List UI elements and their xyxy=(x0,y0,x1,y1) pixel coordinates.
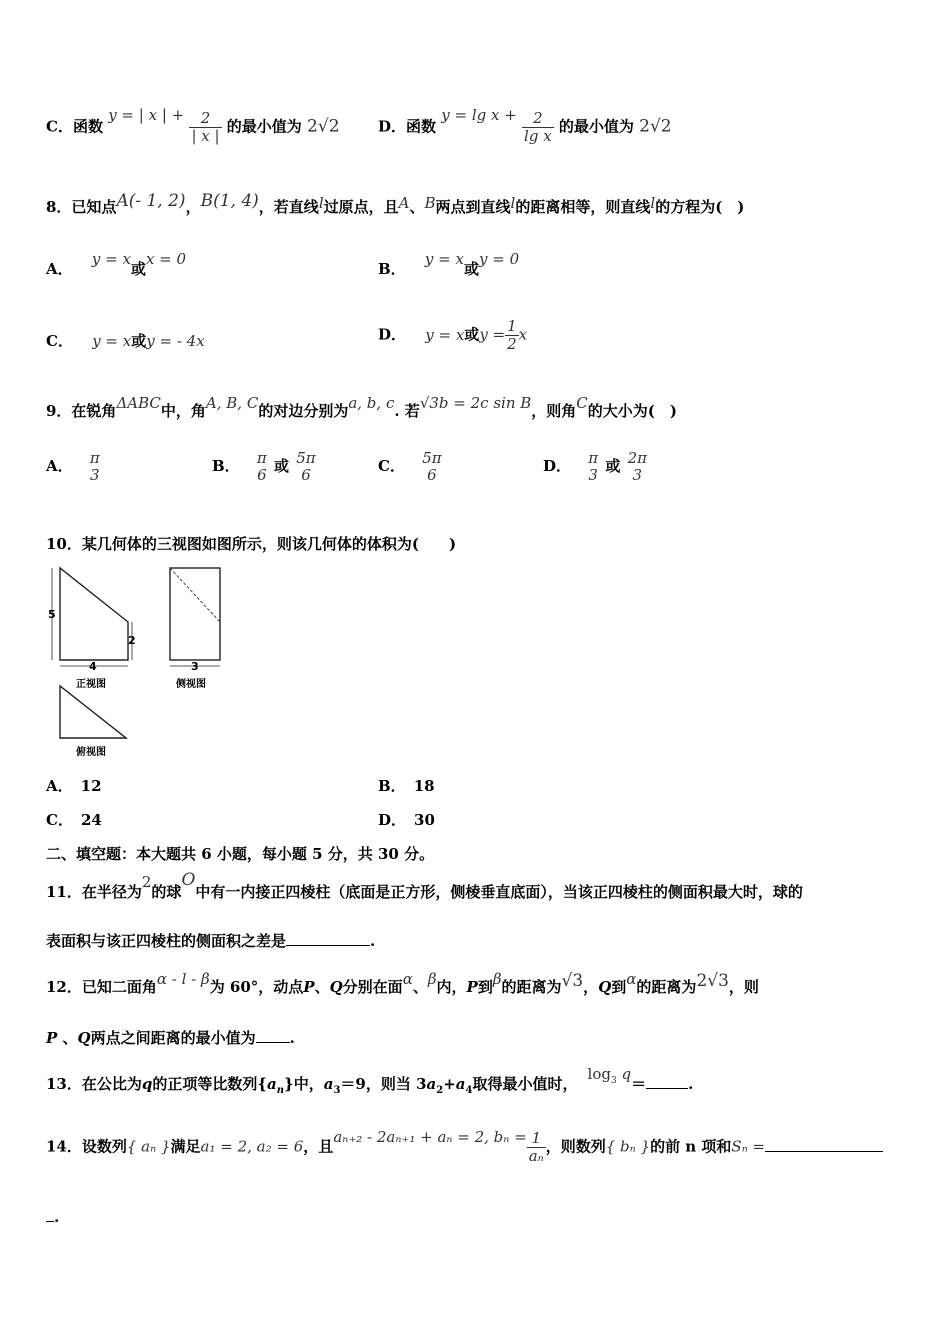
q10-option-c xyxy=(46,809,102,830)
q8-stem-e: 的距离相等，则直线 xyxy=(515,198,651,216)
q9-c-num: 5π xyxy=(422,449,442,467)
q10-option-b xyxy=(378,775,435,796)
q8-option-c xyxy=(46,330,205,351)
q8-line-l: l xyxy=(318,194,324,212)
q12-h: ，则 xyxy=(728,978,759,996)
q8-d-e2-post: x xyxy=(518,325,528,344)
q9-b-num2: 5π xyxy=(296,449,316,467)
q8-b-e1: y = x xyxy=(424,250,464,268)
q10-b-label: B． xyxy=(378,777,406,795)
q12-p: P xyxy=(303,978,315,996)
q13-e: 取得最小值时， xyxy=(472,1075,578,1093)
q8-d-or: 或 xyxy=(464,325,480,344)
q13-a2-sub: 2 xyxy=(436,1085,444,1096)
q13-a: 13．在公比为 xyxy=(46,1075,142,1093)
q9-d-den: 3 xyxy=(588,466,598,484)
q8-sep: ， xyxy=(185,198,201,216)
q9-stem-f: 的大小为( ) xyxy=(587,402,677,420)
q7-d-fraction xyxy=(522,110,554,145)
q14-answer-blank[interactable] xyxy=(765,1150,883,1152)
q12-line2-text: 两点之间距离的最小值为 xyxy=(90,1029,256,1047)
q12-p-2: P xyxy=(466,978,478,996)
q9-b-den: 6 xyxy=(257,466,267,484)
q9-b-den2: 6 xyxy=(301,466,311,484)
q12-f: 的距离为 xyxy=(501,978,562,996)
dim-label-3: 3 xyxy=(191,660,199,673)
q13-d: ＝9，则当 3 xyxy=(340,1075,427,1093)
q14-init: a₁ = 2, a₂ = 6 xyxy=(200,1137,304,1156)
q7-c-tail: 的最小值为 xyxy=(226,117,302,136)
q8-stem-c: 过原点，且 xyxy=(323,198,399,216)
q9-c-fraction xyxy=(420,450,443,484)
q8-stem-b: ，若直线 xyxy=(258,198,319,216)
q12-value-2: 2√3 xyxy=(696,971,729,991)
q9-stem-b: 中，角 xyxy=(160,402,206,420)
q9-d-fraction-2 xyxy=(626,450,649,484)
q9-angles: A, B, C xyxy=(205,394,259,412)
q8-d-label: D． xyxy=(378,325,407,344)
q7-c-label: C．函数 xyxy=(46,117,103,136)
q14-d: ，则数列 xyxy=(545,1137,606,1156)
q12-line2-dun: 、 xyxy=(57,1029,78,1047)
q7-d-num: 2 xyxy=(533,109,543,127)
q13-log-expr xyxy=(587,1065,632,1086)
q9-b-label: B． xyxy=(212,457,240,475)
q7-d-tail: 的最小值为 xyxy=(558,117,634,136)
q9-a-label: A． xyxy=(46,457,73,475)
q14-c: ，且 xyxy=(303,1137,334,1156)
q12-dun: 、 xyxy=(314,978,330,996)
q13-answer-blank[interactable] xyxy=(646,1087,688,1089)
q14-a: 14．设数列 xyxy=(46,1137,127,1156)
q14-stem xyxy=(46,1127,900,1165)
q11-radius: 2 xyxy=(141,873,152,891)
q13-a3: a xyxy=(323,1075,334,1093)
q9-b-or: 或 xyxy=(274,457,290,475)
q9-d-fraction xyxy=(586,450,600,484)
q7-c-value: 2√2 xyxy=(307,116,340,137)
q8-option-a xyxy=(46,250,187,279)
q13-log-q: q xyxy=(621,1065,632,1083)
q8-a2: A xyxy=(398,194,410,212)
q9-stem-e: ，则角 xyxy=(531,402,577,420)
q8-stem-a: 8．已知点 xyxy=(46,198,117,216)
front-view-label: 正视图 xyxy=(76,679,106,690)
q7-option-c xyxy=(46,105,340,145)
q9-stem xyxy=(46,394,910,421)
q11-center-o: O xyxy=(181,870,196,890)
q9-d-num2: 2π xyxy=(627,449,647,467)
q11-c: 中有一内接正四棱柱（底面是正方形，侧棱垂直底面），当该正四棱柱的侧面积最大时，球的 xyxy=(195,883,803,901)
q12-d: 内， xyxy=(436,978,467,996)
side-view-label: 侧视图 xyxy=(176,679,206,690)
q12-e-2: 到 xyxy=(611,978,627,996)
q9-option-c xyxy=(378,450,444,484)
q10-d-label: D． xyxy=(378,811,407,829)
q8-point-b: B(1, 4) xyxy=(200,191,259,211)
q14-sum: Sₙ = xyxy=(731,1137,766,1156)
q11-answer-blank[interactable] xyxy=(286,944,370,946)
q14-answer-blank-tail[interactable] xyxy=(46,1220,54,1222)
q9-option-a xyxy=(46,450,102,484)
q7-d-label: D．函数 xyxy=(378,117,437,136)
q13-a4-sub: 4 xyxy=(465,1085,473,1096)
q13-c: }中， xyxy=(284,1075,324,1093)
q7-d-expr: y = lg x + xyxy=(441,105,517,124)
q9-stem-c: 的对边分别为 xyxy=(258,402,349,420)
q13-stem xyxy=(46,1065,910,1096)
q9-d-or: 或 xyxy=(605,457,621,475)
q8-c-label: C． xyxy=(46,332,73,350)
q14-line-2 xyxy=(46,1208,910,1226)
q10-option-a xyxy=(46,775,102,796)
q8-d-e2-pre: y = xyxy=(479,325,506,344)
q12-value-1: √3 xyxy=(561,971,584,991)
q12-line2-p: P xyxy=(46,1029,58,1047)
q14-b: 满足 xyxy=(170,1137,201,1156)
q9-option-b xyxy=(212,450,318,484)
q12-stem xyxy=(46,970,910,997)
q7-c-expr: y = | x | + xyxy=(108,105,185,124)
q9-stem-a: 9．在锐角 xyxy=(46,402,117,420)
q8-a-e1: y = x xyxy=(91,250,131,268)
q8-stem xyxy=(46,191,910,217)
q12-line2-q: Q xyxy=(77,1029,91,1047)
q11-b: 的球 xyxy=(151,883,182,901)
q8-d-den: 2 xyxy=(507,335,517,353)
q10-a-value: 12 xyxy=(80,777,102,795)
q8-stem-f: 的方程为( ) xyxy=(655,198,745,216)
q9-sides: a, b, c xyxy=(348,394,395,412)
dim-label-5: 5 xyxy=(48,608,56,621)
q11-line2-text: 表面积与该正四棱柱的侧面积之差是 xyxy=(46,932,287,950)
q12-c: 分别在面 xyxy=(342,978,403,996)
q7-option-d xyxy=(378,105,672,145)
dim-label-2: 2 xyxy=(128,634,136,647)
q9-a-den: 3 xyxy=(90,466,100,484)
q8-option-d xyxy=(378,318,527,353)
q9-a-fraction xyxy=(88,450,102,484)
q14-recurrence: aₙ₊₂ - 2aₙ₊₁ + aₙ = 2, bₙ = xyxy=(333,1127,527,1146)
q13-an: a xyxy=(267,1075,277,1093)
q11-stem xyxy=(46,870,910,902)
q12-alpha: α xyxy=(402,970,413,988)
q10-c-label: C． xyxy=(46,811,73,829)
q14-seq-b: { bₙ } xyxy=(605,1137,651,1156)
section-2-heading: 二、填空题：本大题共 6 小题，每小题 5 分，共 30 分。 xyxy=(46,845,435,863)
q9-b-fraction xyxy=(255,450,269,484)
q9-d-num: π xyxy=(588,449,599,467)
q12-q: Q xyxy=(329,978,343,996)
q8-c-e1: y = x xyxy=(92,332,132,350)
q9-b-num: π xyxy=(256,449,267,467)
q8-b2: B xyxy=(424,194,436,212)
q13-b: 的正项等比数列{ xyxy=(152,1075,268,1093)
q9-angle-c: C xyxy=(576,394,588,412)
q9-c-label: C． xyxy=(378,457,405,475)
q12-g: ， xyxy=(583,978,599,996)
q8-d-e1: y = x xyxy=(425,325,465,344)
q13-plus: + xyxy=(443,1075,456,1093)
q8-c-e2: y = - 4x xyxy=(146,332,205,350)
q12-b: 为 60°，动点 xyxy=(209,978,304,996)
q10-stem: 10．某几何体的三视图如图所示，则该几何体的体积为( ) xyxy=(46,535,457,553)
q8-a-or: 或 xyxy=(130,260,146,278)
q12-f-2: 的距离为 xyxy=(636,978,697,996)
q12-beta-2: β xyxy=(492,970,502,988)
q12-end: . xyxy=(289,1029,295,1047)
q14-den: aₙ xyxy=(528,1147,544,1165)
q8-point-a: A(- 1, 2) xyxy=(116,191,186,211)
q11-end: . xyxy=(370,932,376,950)
q8-stem-d: 两点到直线 xyxy=(435,198,511,216)
q12-answer-blank[interactable] xyxy=(256,1041,290,1043)
q7-c-num: 2 xyxy=(200,109,211,127)
q8-dun: 、 xyxy=(409,198,425,216)
dim-label-4: 4 xyxy=(89,660,97,673)
q8-b-or: 或 xyxy=(463,260,479,278)
q8-line-l-3: l xyxy=(650,194,656,212)
q11-a: 11．在半径为 xyxy=(46,883,142,901)
q9-d-den2: 3 xyxy=(632,466,643,484)
q8-c-or: 或 xyxy=(131,332,147,350)
q14-e: 的前 n 项和 xyxy=(650,1137,732,1156)
q14-fraction xyxy=(527,1130,546,1165)
q10-d-value: 30 xyxy=(414,811,435,829)
q12-dihedral: α - l - β xyxy=(156,970,210,988)
q8-line-l-2: l xyxy=(510,194,516,212)
q9-stem-d: . 若 xyxy=(394,402,420,420)
q9-a-num: π xyxy=(89,449,100,467)
q12-dun-2: 、 xyxy=(412,978,428,996)
q9-b-fraction-2 xyxy=(294,450,317,484)
q12-alpha-2: α xyxy=(626,970,637,988)
q7-c-fraction xyxy=(189,110,221,145)
q8-d-fraction xyxy=(505,318,519,353)
q9-equation: √3b = 2c sin B xyxy=(419,394,532,412)
q14-end: . xyxy=(54,1208,60,1226)
q13-eq: ＝ xyxy=(631,1075,647,1093)
q9-d-label: D． xyxy=(543,457,572,475)
q10-three-views-figure xyxy=(44,562,234,762)
q13-an-sub: n xyxy=(276,1085,285,1096)
q7-d-value: 2√2 xyxy=(639,116,672,137)
q10-a-label: A． xyxy=(46,777,73,795)
q8-a-label: A． xyxy=(46,260,73,278)
q12-e: 到 xyxy=(477,978,493,996)
q13-a4: a xyxy=(455,1075,466,1093)
q12-beta: β xyxy=(427,970,437,988)
q8-b-e2: y = 0 xyxy=(478,250,520,268)
q13-q: q xyxy=(141,1075,153,1093)
q12-line-2 xyxy=(46,1027,910,1048)
q13-log-sub: 3 xyxy=(610,1076,617,1086)
q10-b-value: 18 xyxy=(413,777,435,795)
q13-a2: a xyxy=(426,1075,437,1093)
q7-c-den: | x | xyxy=(191,127,220,145)
q12-q-2: Q xyxy=(598,978,612,996)
q14-seq-a: { aₙ } xyxy=(126,1137,171,1156)
q10-c-value: 24 xyxy=(80,811,102,829)
q10-option-d xyxy=(378,809,435,830)
q9-option-d xyxy=(543,450,649,484)
q8-option-b xyxy=(378,250,520,279)
q9-c-den: 6 xyxy=(427,466,437,484)
q13-end: . xyxy=(688,1075,694,1093)
q11-line-2 xyxy=(46,930,910,951)
q14-num: 1 xyxy=(531,1129,541,1147)
q8-d-num: 1 xyxy=(507,317,517,335)
top-view-label: 俯视图 xyxy=(76,747,106,758)
q12-a: 12．已知二面角 xyxy=(46,978,157,996)
q13-log: log xyxy=(587,1065,611,1083)
q7-d-den: lg x xyxy=(524,127,552,145)
q8-b-label: B． xyxy=(378,260,406,278)
q9-triangle: ΔABC xyxy=(116,394,161,412)
q8-a-e2: x = 0 xyxy=(145,250,187,268)
q13-a3-sub: 3 xyxy=(333,1085,341,1096)
